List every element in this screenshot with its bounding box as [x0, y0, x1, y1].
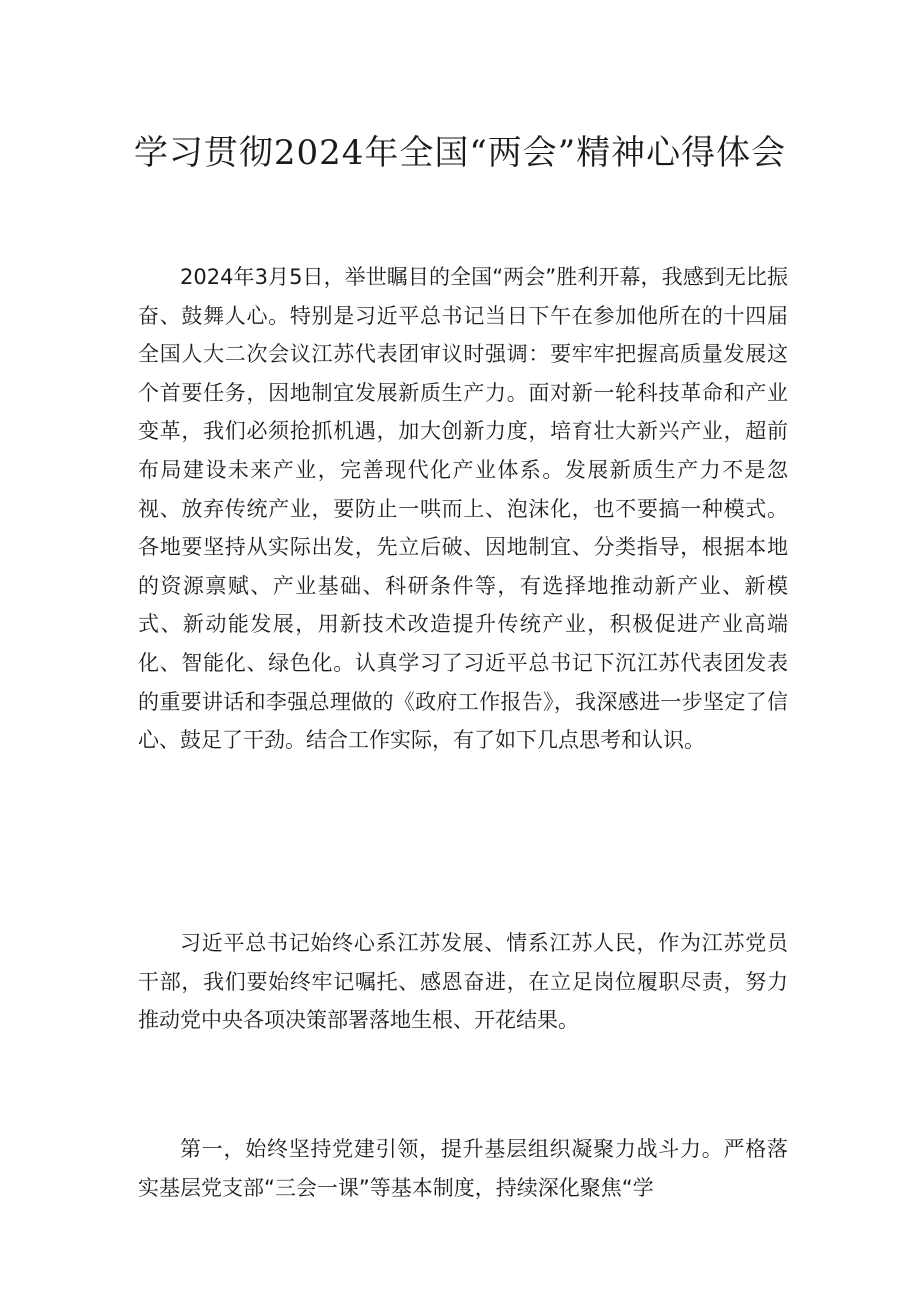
paragraph-2: 习近平总书记始终心系江苏发展、情系江苏人民，作为江苏党员干部，我们要始终牢记嘱托、感恩奋进，在立足岗位履职尽责，努力推动党中央各项决策部署落地生根、开花结果。 — [138, 931, 788, 1033]
document-title: 学习贯彻2024年全国“两会”精神心得体会 — [133, 132, 787, 173]
paragraph-3: 第一，始终坚持党建引领，提升基层组织凝聚力战斗力。严格落实基层党支部“三会一课”等基本制度，持续深化聚焦“学 — [138, 1137, 788, 1200]
paragraph-1: 2024年3月5日，举世瞩目的全国“两会”胜利开幕，我感到无比振奋、鼓舞人心。特别是习近平总书记当日下午在参加他所在的十四届全国人大二次会议江苏代表团审议时强调：要牢牢把握高质量发展这个首要任务，因地制宜发展新质生产力。面对新一轮科技革命和产业变革，我们必须抢抓机遇，加大创新力度，培育壮大新兴产业，超前布局建设未来产业，完善现代化产业体系。发展新质生产力不是忽视、放弃传统产业，要防止一哄而上、泡沫化，也不要搞一种模式。各地要坚持从实际出发，先立后破、因地制宜、分类指导，根据本地的资源禀赋、产业基础、科研条件等，有选择地推动新产业、新模式、新动能发展，用新技术改造提升传统产业，积极促进产业高端化、智能化、绿色化。认真学习了习近平总书记下沉江苏代表团发表的重要讲话和李强总理做的《政府工作报告》，我深感进一步坚定了信心、鼓足了干劲。结合工作实际，有了如下几点思考和认识。 — [138, 265, 788, 753]
